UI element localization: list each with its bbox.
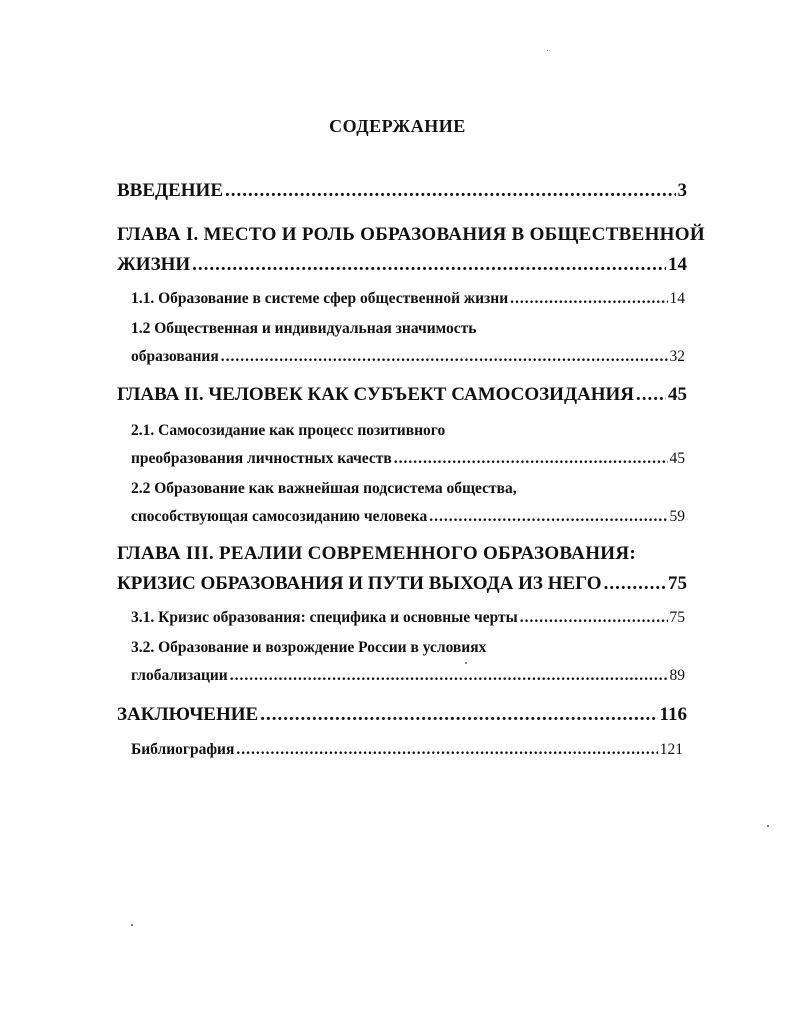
toc-label: 2.1. Самосозидание как процесс позитивного (131, 422, 446, 439)
toc-page-number: 121 (659, 741, 683, 758)
toc-label: 1.2 Общественная и индивидуальная значимость (131, 320, 477, 337)
toc-entry-section-2-2 (131, 480, 685, 498)
scan-speck (767, 825, 769, 827)
toc-entry-section-2-1 (131, 422, 685, 440)
toc-leader-dots (236, 741, 657, 759)
toc-label: ГЛАВА I. МЕСТО И РОЛЬ ОБРАЗОВАНИЯ В ОБЩЕСТВЕННОЙ (117, 224, 705, 245)
toc-entry-chapter-3-cont (117, 573, 687, 595)
toc-entry-section-2-1-cont (131, 450, 685, 468)
toc-label: способствующая самосозиданию человека (131, 508, 428, 525)
toc-page-number: 3 (677, 180, 687, 201)
toc-label: образования (131, 348, 219, 365)
toc-leader-dots (225, 180, 676, 202)
toc-label: преобразования личностных качеств (131, 450, 392, 467)
toc-entry-section-3-1 (131, 609, 685, 627)
toc-page-number: 32 (669, 348, 685, 365)
toc-entry-chapter-3 (117, 543, 687, 565)
toc-label: ГЛАВА III. РЕАЛИИ СОВРЕМЕННОГО ОБРАЗОВАНИЯ: (117, 543, 637, 564)
toc-entry-conclusion (117, 704, 687, 726)
toc-page-number: 75 (668, 573, 687, 594)
toc-label: глобализации (131, 667, 228, 684)
toc-label: КРИЗИС ОБРАЗОВАНИЯ И ПУТИ ВЫХОДА ИЗ НЕГО (117, 573, 602, 594)
toc-label: 2.2 Образование как важнейшая подсистема общества, (131, 480, 517, 497)
scan-speck (547, 50, 548, 51)
toc-page-number: 14 (668, 254, 687, 275)
toc-entry-section-2-2-cont (131, 508, 685, 526)
toc-leader-dots (636, 384, 666, 406)
toc-entry-section-1-2 (131, 320, 685, 338)
toc-page-number: 45 (669, 450, 685, 467)
toc-entry-chapter-1-cont (117, 254, 687, 276)
toc-page-number: 89 (669, 667, 685, 684)
toc-page-number: 59 (669, 508, 685, 525)
toc-page-number: 14 (669, 290, 685, 307)
toc-entry-chapter-2 (117, 384, 687, 406)
page-title: СОДЕРЖАНИЕ (329, 116, 466, 136)
toc-entry-section-3-2 (131, 639, 685, 657)
scan-speck (465, 662, 467, 664)
toc-leader-dots (192, 254, 666, 276)
toc-leader-dots (520, 609, 668, 627)
toc-leader-dots (394, 450, 668, 468)
toc-page-number: 75 (669, 609, 685, 626)
toc-label: ВВЕДЕНИЕ (117, 180, 223, 201)
toc-leader-dots (510, 290, 667, 308)
toc-page-number: 116 (659, 704, 687, 725)
toc-leader-dots (230, 667, 668, 685)
scan-speck (131, 924, 133, 926)
toc-entry-section-3-2-cont (131, 667, 685, 685)
toc-leader-dots (221, 348, 668, 366)
toc-page-number: 45 (668, 384, 687, 405)
toc-label: ГЛАВА II. ЧЕЛОВЕК КАК СУБЪЕКТ САМОСОЗИДАНИЯ (117, 384, 635, 405)
toc-leader-dots (429, 508, 667, 526)
toc-leader-dots (260, 704, 657, 726)
toc-label: ЗАКЛЮЧЕНИЕ (117, 704, 259, 725)
toc-entry-intro (117, 180, 687, 202)
toc-label: 3.2. Образование и возрождение России в условиях (131, 639, 487, 656)
toc-entry-section-1-1 (131, 290, 685, 308)
toc-entry-section-1-2-cont (131, 348, 685, 366)
toc-label: ЖИЗНИ (117, 254, 191, 275)
toc-label: 1.1. Образование в системе сфер общественной жизни (131, 290, 509, 307)
toc-leader-dots (604, 573, 666, 595)
toc-label: 3.1. Кризис образования: специфика и основные черты (131, 609, 518, 626)
toc-entry-bibliography (131, 741, 683, 759)
toc-entry-chapter-1 (117, 224, 705, 246)
toc-label: Библиография (131, 741, 235, 758)
